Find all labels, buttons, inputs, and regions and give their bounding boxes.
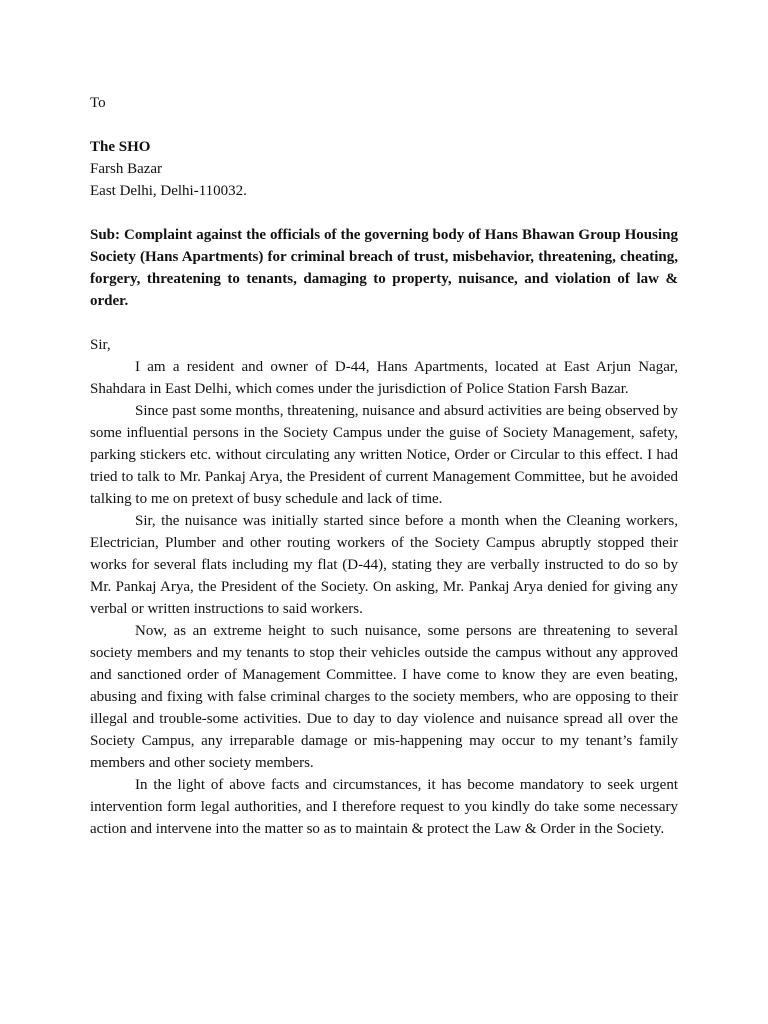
recipient-address [90,136,678,202]
recipient-title: The SHO [90,139,151,155]
address-line-2: East Delhi, Delhi-110032. [90,183,247,199]
to-line: To [90,95,106,111]
complaint-letter [90,92,678,840]
body-paragraph-threats: Now, as an extreme height to such nuisance, some persons are threatening to several society members and my tenants to stop their vehicles outside the campus without any approved and sanctioned order of Management Committee. I have come to know they are even beating, abusing and fixing with false criminal charges to the society members, who are opposing to their illegal and trouble-some activities. Due to day to day violence and nuisance spread all over the Society Campus, any irreparable damage or mis-happening may occur to my tenant’s family members and other society members. [90,623,678,771]
body-paragraph-workers-stopped: Sir, the nuisance was initially started since before a month when the Cleaning workers, Electrician, Plumber and other routing workers of the Society Campus abruptly stopped their works for several flats including my flat (D-44), stating they are verbally instructed to do so by Mr. Pankaj Arya, the President of the Society. On asking, Mr. Pankaj Arya denied for giving any verbal or written instructions to said workers. [90,513,678,617]
body-paragraph-nuisance-observed: Since past some months, threatening, nuisance and absurd activities are being observed by some influential persons in the Society Campus under the guise of Society Management, safety, parking stickers etc. without circulating any written Notice, Order or Circular to this effect. I had tried to talk to Mr. Pankaj Arya, the President of current Management Committee, but he avoided talking to me on pretext of busy schedule and lack of time. [90,403,678,507]
subject-line: Sub: Complaint against the officials of the governing body of Hans Bhawan Group Housing Society (Hans Apartments) for criminal breach of trust, misbehavior, threatening, cheating, forgery, threatening to tenants, damaging to property, nuisance, and violation of law & order. [90,227,678,309]
salutation: Sir, [90,337,111,353]
body-paragraph-request: In the light of above facts and circumstances, it has become mandatory to seek urgent intervention form legal authorities, and I therefore request to you kindly do take some necessary action and intervene into the matter so as to maintain & protect the Law & Order in the Society. [90,777,678,837]
address-line-1: Farsh Bazar [90,161,163,177]
body-paragraph-residence: I am a resident and owner of D-44, Hans Apartments, located at East Arjun Nagar, Shahdara in East Delhi, which comes under the jurisdiction of Police Station Farsh Bazar. [90,359,678,397]
